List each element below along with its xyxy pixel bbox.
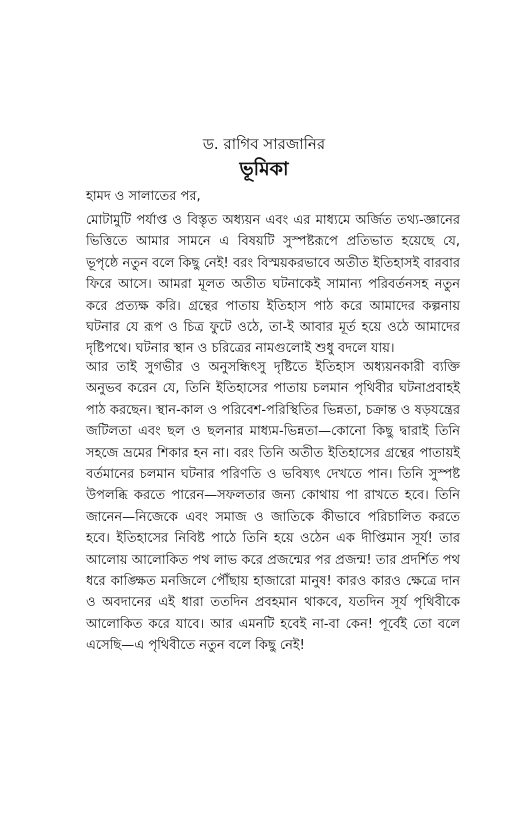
salutation-line: হামদ ও সালাতের পর, <box>86 189 201 204</box>
page-title: ভূমিকা <box>239 158 289 180</box>
body-paragraph: মোটামুটি পর্যাপ্ত ও বিস্তৃত অধ্যয়ন এবং এর মাধ্যমে অর্জিত তথ্য-জ্ঞানের ভিত্তিতে আমার সামনে এ বিষয়টি সুস্পষ্টরূপে প্রতিভাত হয়েছে যে, ভূপৃষ্ঠে নতুন বলে কিছু নেই! বরং বিস্ময়করভাবে অতীত ইতিহাসই বারবার ফিরে আসে। আমরা মূলত অতীত ঘটনাকেই সামান্য পরিবর্তনসহ নতুন করে প্রত্যক্ষ করি। গ্রন্থের পাতায় ইতিহাস পাঠ করে আমাদের কল্পনায় ঘটনার যে রূপ ও চিত্র ফুটে ওঠে, তা-ই আবার মূর্ত হয়ে ওঠে আমাদের দৃষ্টিপথে। ঘটনার স্থান ও চরিত্রের নামগুলোই শুধু বদলে যায়। <box>86 213 460 357</box>
author-line: ড. রাগিব সারজানির <box>202 135 326 153</box>
body-paragraph: আর তাই সুগভীর ও অনুসন্ধিৎসু দৃষ্টিতে ইতিহাস অধ্যয়নকারী ব্যক্তি অনুভব করেন যে, তিনি ইতিহাসের পাতায় চলমান পৃথিবীর ঘটনাপ্রবাহই পাঠ করছেন। স্থান-কাল ও পরিবেশ-পরিস্থিতির ভিন্নতা, চক্রান্ত ও ষড়যন্ত্রের জটিলতা এবং ছল ও ছলনার মাধ্যম-ভিন্নতা—কোনো কিছু দ্বারাই তিনি সহজে ভ্রমের শিকার হন না। বরং তিনি অতীত ইতিহাসের গ্রন্থের পাতায়ই বর্তমানের চলমান ঘটনার পরিণতি ও ভবিষ্যৎ দেখতে পান। তিনি সুস্পষ্ট উপলব্ধি করতে পারেন—সফলতার জন্য কোথায় পা রাখতে হবে। তিনি জানেন—নিজেকে এবং সমাজ ও জাতিকে কীভাবে পরিচালিত করতে হবে। ইতিহাসের নিবিষ্ট পাঠে তিনি হয়ে ওঠেন এক দীপ্তিমান সূর্য! তার আলোয় আলোকিত পথ লাভ করে প্রজন্মের পর প্রজন্ম! তার প্রদর্শিত পথ ধরে কাঙ্ক্ষিত মনজিলে পৌঁছায় হাজারো মানুষ! কারও কারও ক্ষেত্রে দান ও অবদানের এই ধারা ততদিন প্রবহমান থাকবে, যতদিন সূর্য পৃথিবীকে আলোকিত করে যাবে। আর এমনটি হবেই না-বা কেন! পূর্বেই তো বলে এসেছি—এ পৃথিবীতে নতুন বলে কিছু নেই! <box>86 360 460 654</box>
